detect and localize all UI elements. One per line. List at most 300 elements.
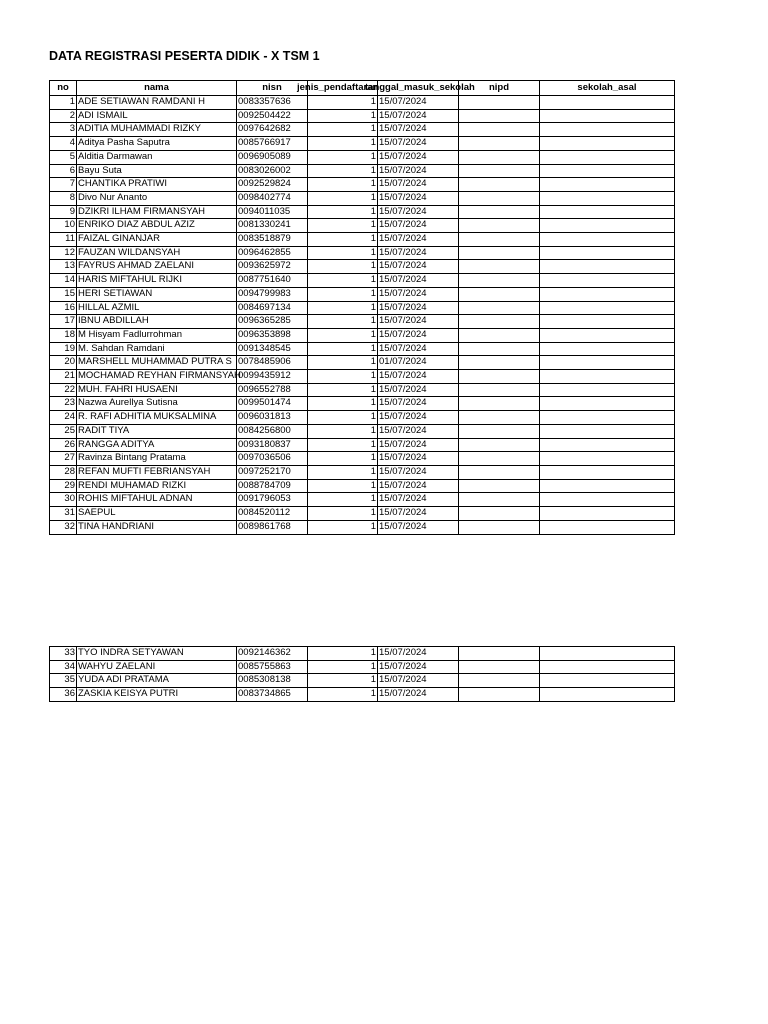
cell-nipd bbox=[459, 164, 540, 178]
table-row bbox=[50, 674, 675, 688]
table-body-continued bbox=[50, 647, 675, 702]
cell-no: 11 bbox=[50, 233, 77, 247]
cell-jenis-pendaftaran: 1 bbox=[308, 287, 378, 301]
cell-tanggal-masuk: 15/07/2024 bbox=[378, 328, 459, 342]
cell-no: 19 bbox=[50, 342, 77, 356]
cell-nisn: 0084697134 bbox=[237, 301, 308, 315]
cell-no: 20 bbox=[50, 356, 77, 370]
cell-no: 9 bbox=[50, 205, 77, 219]
table-row bbox=[50, 164, 675, 178]
header-no: no bbox=[50, 81, 77, 96]
cell-nama: HERI SETIAWAN bbox=[77, 287, 237, 301]
cell-nipd bbox=[459, 397, 540, 411]
table-row bbox=[50, 424, 675, 438]
cell-jenis-pendaftaran: 1 bbox=[308, 233, 378, 247]
table-row bbox=[50, 342, 675, 356]
table-row bbox=[50, 647, 675, 661]
cell-nama: RANGGA ADITYA bbox=[77, 438, 237, 452]
cell-nama: Nazwa Aurellya Sutisna bbox=[77, 397, 237, 411]
cell-no: 15 bbox=[50, 287, 77, 301]
cell-no: 24 bbox=[50, 411, 77, 425]
cell-sekolah-asal bbox=[540, 424, 675, 438]
cell-jenis-pendaftaran: 1 bbox=[308, 411, 378, 425]
registration-table bbox=[49, 80, 675, 535]
cell-sekolah-asal bbox=[540, 520, 675, 534]
cell-tanggal-masuk: 15/07/2024 bbox=[378, 520, 459, 534]
cell-nisn: 0085755863 bbox=[237, 660, 308, 674]
cell-jenis-pendaftaran: 1 bbox=[308, 479, 378, 493]
cell-tanggal-masuk: 15/07/2024 bbox=[378, 178, 459, 192]
cell-nisn: 0088784709 bbox=[237, 479, 308, 493]
cell-no: 1 bbox=[50, 96, 77, 110]
cell-no: 32 bbox=[50, 520, 77, 534]
cell-tanggal-masuk: 15/07/2024 bbox=[378, 438, 459, 452]
cell-no: 27 bbox=[50, 452, 77, 466]
cell-nipd bbox=[459, 137, 540, 151]
cell-nama: M Hisyam Fadlurrohman bbox=[77, 328, 237, 342]
cell-nipd bbox=[459, 123, 540, 137]
cell-sekolah-asal bbox=[540, 370, 675, 384]
table-row bbox=[50, 150, 675, 164]
cell-tanggal-masuk: 15/07/2024 bbox=[378, 205, 459, 219]
cell-nama: DZIKRI ILHAM FIRMANSYAH bbox=[77, 205, 237, 219]
cell-tanggal-masuk: 15/07/2024 bbox=[378, 452, 459, 466]
cell-tanggal-masuk: 15/07/2024 bbox=[378, 660, 459, 674]
cell-jenis-pendaftaran: 1 bbox=[308, 328, 378, 342]
cell-nama: TYO INDRA SETYAWAN bbox=[77, 647, 237, 661]
cell-nama: IBNU ABDILLAH bbox=[77, 315, 237, 329]
cell-jenis-pendaftaran: 1 bbox=[308, 178, 378, 192]
cell-sekolah-asal bbox=[540, 96, 675, 110]
cell-nipd bbox=[459, 191, 540, 205]
table-row bbox=[50, 356, 675, 370]
cell-nipd bbox=[459, 479, 540, 493]
cell-nisn: 0078485906 bbox=[237, 356, 308, 370]
cell-no: 30 bbox=[50, 493, 77, 507]
cell-no: 31 bbox=[50, 507, 77, 521]
cell-nama: ZASKIA KEISYA PUTRI bbox=[77, 688, 237, 702]
cell-no: 7 bbox=[50, 178, 77, 192]
header-tanggal-masuk-sekolah-text: tanggal_masuk_sekolah bbox=[365, 82, 475, 93]
cell-nama: RENDI MUHAMAD RIZKI bbox=[77, 479, 237, 493]
table-row bbox=[50, 383, 675, 397]
cell-sekolah-asal bbox=[540, 246, 675, 260]
cell-sekolah-asal bbox=[540, 507, 675, 521]
cell-sekolah-asal bbox=[540, 356, 675, 370]
cell-nama: MOCHAMAD REYHAN FIRMANSYAH bbox=[77, 370, 237, 384]
cell-nama: TINA HANDRIANI bbox=[77, 520, 237, 534]
cell-tanggal-masuk: 15/07/2024 bbox=[378, 315, 459, 329]
cell-nipd bbox=[459, 688, 540, 702]
cell-tanggal-masuk: 15/07/2024 bbox=[378, 493, 459, 507]
cell-tanggal-masuk: 15/07/2024 bbox=[378, 260, 459, 274]
cell-sekolah-asal bbox=[540, 493, 675, 507]
cell-sekolah-asal bbox=[540, 164, 675, 178]
cell-jenis-pendaftaran: 1 bbox=[308, 424, 378, 438]
cell-nisn: 0083357636 bbox=[237, 96, 308, 110]
cell-nipd bbox=[459, 219, 540, 233]
cell-nipd bbox=[459, 411, 540, 425]
cell-no: 3 bbox=[50, 123, 77, 137]
cell-nisn: 0096552788 bbox=[237, 383, 308, 397]
table-row bbox=[50, 315, 675, 329]
cell-nisn: 0092529824 bbox=[237, 178, 308, 192]
cell-sekolah-asal bbox=[540, 342, 675, 356]
cell-nipd bbox=[459, 246, 540, 260]
cell-sekolah-asal bbox=[540, 688, 675, 702]
cell-jenis-pendaftaran: 1 bbox=[308, 96, 378, 110]
cell-jenis-pendaftaran: 1 bbox=[308, 660, 378, 674]
cell-nama: YUDA ADI PRATAMA bbox=[77, 674, 237, 688]
cell-sekolah-asal bbox=[540, 660, 675, 674]
cell-nipd bbox=[459, 383, 540, 397]
cell-tanggal-masuk: 15/07/2024 bbox=[378, 301, 459, 315]
cell-nama: MUH. FAHRI HUSAENI bbox=[77, 383, 237, 397]
table-row bbox=[50, 328, 675, 342]
cell-sekolah-asal bbox=[540, 647, 675, 661]
cell-tanggal-masuk: 15/07/2024 bbox=[378, 424, 459, 438]
cell-no: 36 bbox=[50, 688, 77, 702]
cell-jenis-pendaftaran: 1 bbox=[308, 370, 378, 384]
cell-no: 25 bbox=[50, 424, 77, 438]
cell-no: 5 bbox=[50, 150, 77, 164]
cell-nisn: 0081330241 bbox=[237, 219, 308, 233]
cell-nipd bbox=[459, 342, 540, 356]
cell-nama: ADE SETIAWAN RAMDANI H bbox=[77, 96, 237, 110]
cell-jenis-pendaftaran: 1 bbox=[308, 688, 378, 702]
registration-table-continued bbox=[49, 646, 675, 702]
cell-no: 10 bbox=[50, 219, 77, 233]
table-row bbox=[50, 438, 675, 452]
cell-no: 35 bbox=[50, 674, 77, 688]
cell-no: 8 bbox=[50, 191, 77, 205]
cell-nama: Alditia Darmawan bbox=[77, 150, 237, 164]
cell-sekolah-asal bbox=[540, 123, 675, 137]
table-row bbox=[50, 397, 675, 411]
cell-jenis-pendaftaran: 1 bbox=[308, 164, 378, 178]
cell-no: 22 bbox=[50, 383, 77, 397]
cell-tanggal-masuk: 15/07/2024 bbox=[378, 342, 459, 356]
cell-nisn: 0096031813 bbox=[237, 411, 308, 425]
cell-nipd bbox=[459, 424, 540, 438]
cell-tanggal-masuk: 15/07/2024 bbox=[378, 109, 459, 123]
cell-nipd bbox=[459, 328, 540, 342]
cell-jenis-pendaftaran: 1 bbox=[308, 647, 378, 661]
cell-nipd bbox=[459, 315, 540, 329]
cell-jenis-pendaftaran: 1 bbox=[308, 452, 378, 466]
cell-sekolah-asal bbox=[540, 287, 675, 301]
cell-nisn: 0083734865 bbox=[237, 688, 308, 702]
cell-jenis-pendaftaran: 1 bbox=[308, 397, 378, 411]
cell-nama: HILLAL AZMIL bbox=[77, 301, 237, 315]
cell-tanggal-masuk: 15/07/2024 bbox=[378, 383, 459, 397]
cell-nama: FAUZAN WILDANSYAH bbox=[77, 246, 237, 260]
cell-nama: WAHYU ZAELANI bbox=[77, 660, 237, 674]
cell-tanggal-masuk: 15/07/2024 bbox=[378, 507, 459, 521]
cell-nama: Divo Nur Ananto bbox=[77, 191, 237, 205]
cell-no: 34 bbox=[50, 660, 77, 674]
cell-jenis-pendaftaran: 1 bbox=[308, 260, 378, 274]
cell-no: 23 bbox=[50, 397, 77, 411]
cell-nisn: 0097036506 bbox=[237, 452, 308, 466]
cell-tanggal-masuk: 15/07/2024 bbox=[378, 219, 459, 233]
cell-sekolah-asal bbox=[540, 109, 675, 123]
cell-nama: MARSHELL MUHAMMAD PUTRA S bbox=[77, 356, 237, 370]
cell-nama: FAYRUS AHMAD ZAELANI bbox=[77, 260, 237, 274]
cell-jenis-pendaftaran: 1 bbox=[308, 123, 378, 137]
cell-sekolah-asal bbox=[540, 479, 675, 493]
cell-nipd bbox=[459, 493, 540, 507]
cell-nisn: 0094799983 bbox=[237, 287, 308, 301]
cell-no: 16 bbox=[50, 301, 77, 315]
cell-tanggal-masuk: 15/07/2024 bbox=[378, 96, 459, 110]
cell-sekolah-asal bbox=[540, 328, 675, 342]
cell-nipd bbox=[459, 660, 540, 674]
table-row bbox=[50, 411, 675, 425]
table-row bbox=[50, 493, 675, 507]
cell-jenis-pendaftaran: 1 bbox=[308, 150, 378, 164]
table-row bbox=[50, 520, 675, 534]
cell-no: 14 bbox=[50, 274, 77, 288]
cell-sekolah-asal bbox=[540, 274, 675, 288]
cell-no: 2 bbox=[50, 109, 77, 123]
table-row bbox=[50, 205, 675, 219]
cell-nipd bbox=[459, 205, 540, 219]
cell-sekolah-asal bbox=[540, 150, 675, 164]
cell-sekolah-asal bbox=[540, 411, 675, 425]
cell-tanggal-masuk: 15/07/2024 bbox=[378, 191, 459, 205]
table-row bbox=[50, 301, 675, 315]
header-nipd: nipd bbox=[459, 81, 540, 96]
table-row bbox=[50, 452, 675, 466]
cell-tanggal-masuk: 15/07/2024 bbox=[378, 150, 459, 164]
cell-nisn: 0083026002 bbox=[237, 164, 308, 178]
table-row bbox=[50, 178, 675, 192]
table-row bbox=[50, 137, 675, 151]
cell-nipd bbox=[459, 438, 540, 452]
cell-no: 33 bbox=[50, 647, 77, 661]
cell-nama: M. Sahdan Ramdani bbox=[77, 342, 237, 356]
table-row bbox=[50, 370, 675, 384]
cell-nipd bbox=[459, 301, 540, 315]
cell-nama: ADI ISMAIL bbox=[77, 109, 237, 123]
cell-no: 6 bbox=[50, 164, 77, 178]
cell-nisn: 0085308138 bbox=[237, 674, 308, 688]
cell-nisn: 0089861768 bbox=[237, 520, 308, 534]
cell-sekolah-asal bbox=[540, 301, 675, 315]
header-jenis-pendaftaran-text: jenis_pendaftaran bbox=[297, 82, 379, 93]
cell-sekolah-asal bbox=[540, 465, 675, 479]
cell-nisn: 0084520112 bbox=[237, 507, 308, 521]
cell-tanggal-masuk: 15/07/2024 bbox=[378, 123, 459, 137]
table-row bbox=[50, 260, 675, 274]
cell-jenis-pendaftaran: 1 bbox=[308, 674, 378, 688]
cell-tanggal-masuk: 15/07/2024 bbox=[378, 411, 459, 425]
cell-jenis-pendaftaran: 1 bbox=[308, 438, 378, 452]
cell-jenis-pendaftaran: 1 bbox=[308, 301, 378, 315]
cell-tanggal-masuk: 15/07/2024 bbox=[378, 137, 459, 151]
cell-nisn: 0092146362 bbox=[237, 647, 308, 661]
cell-tanggal-masuk: 15/07/2024 bbox=[378, 647, 459, 661]
cell-nisn: 0096365285 bbox=[237, 315, 308, 329]
cell-nisn: 0091796053 bbox=[237, 493, 308, 507]
cell-nipd bbox=[459, 260, 540, 274]
cell-nama: HARIS MIFTAHUL RIJKI bbox=[77, 274, 237, 288]
cell-nama: Bayu Suta bbox=[77, 164, 237, 178]
cell-no: 29 bbox=[50, 479, 77, 493]
cell-nisn: 0084256800 bbox=[237, 424, 308, 438]
cell-jenis-pendaftaran: 1 bbox=[308, 507, 378, 521]
table-row bbox=[50, 465, 675, 479]
cell-jenis-pendaftaran: 1 bbox=[308, 356, 378, 370]
cell-tanggal-masuk: 15/07/2024 bbox=[378, 465, 459, 479]
cell-nipd bbox=[459, 520, 540, 534]
header-nama: nama bbox=[77, 81, 237, 96]
cell-jenis-pendaftaran: 1 bbox=[308, 137, 378, 151]
table-row bbox=[50, 123, 675, 137]
header-tanggal-masuk-sekolah bbox=[365, 81, 475, 96]
cell-sekolah-asal bbox=[540, 219, 675, 233]
cell-sekolah-asal bbox=[540, 452, 675, 466]
table-row bbox=[50, 233, 675, 247]
cell-nisn: 0094011035 bbox=[237, 205, 308, 219]
cell-nisn: 0087751640 bbox=[237, 274, 308, 288]
cell-nipd bbox=[459, 452, 540, 466]
cell-nisn: 0096462855 bbox=[237, 246, 308, 260]
cell-no: 17 bbox=[50, 315, 77, 329]
cell-tanggal-masuk: 15/07/2024 bbox=[378, 233, 459, 247]
cell-nisn: 0091348545 bbox=[237, 342, 308, 356]
cell-nama: ROHIS MIFTAHUL ADNAN bbox=[77, 493, 237, 507]
table-row bbox=[50, 479, 675, 493]
cell-tanggal-masuk: 15/07/2024 bbox=[378, 246, 459, 260]
table-row bbox=[50, 109, 675, 123]
cell-tanggal-masuk: 15/07/2024 bbox=[378, 674, 459, 688]
cell-jenis-pendaftaran: 1 bbox=[308, 342, 378, 356]
cell-nipd bbox=[459, 507, 540, 521]
cell-nama: REFAN MUFTI FEBRIANSYAH bbox=[77, 465, 237, 479]
cell-jenis-pendaftaran: 1 bbox=[308, 493, 378, 507]
cell-sekolah-asal bbox=[540, 438, 675, 452]
table-row bbox=[50, 191, 675, 205]
table-body bbox=[50, 96, 675, 535]
cell-sekolah-asal bbox=[540, 674, 675, 688]
cell-tanggal-masuk: 15/07/2024 bbox=[378, 479, 459, 493]
cell-sekolah-asal bbox=[540, 191, 675, 205]
page-title: DATA REGISTRASI PESERTA DIDIK - X TSM 1 bbox=[49, 49, 320, 63]
cell-nipd bbox=[459, 96, 540, 110]
cell-nipd bbox=[459, 370, 540, 384]
cell-jenis-pendaftaran: 1 bbox=[308, 246, 378, 260]
cell-sekolah-asal bbox=[540, 383, 675, 397]
cell-nisn: 0093625972 bbox=[237, 260, 308, 274]
cell-nama: CHANTIKA PRATIWI bbox=[77, 178, 237, 192]
cell-nama: ENRIKO DIAZ ABDUL AZIZ bbox=[77, 219, 237, 233]
cell-tanggal-masuk: 15/07/2024 bbox=[378, 688, 459, 702]
cell-jenis-pendaftaran: 1 bbox=[308, 191, 378, 205]
cell-nipd bbox=[459, 356, 540, 370]
cell-sekolah-asal bbox=[540, 137, 675, 151]
cell-no: 21 bbox=[50, 370, 77, 384]
cell-nama: SAEPUL bbox=[77, 507, 237, 521]
cell-no: 12 bbox=[50, 246, 77, 260]
cell-nama: RADIT TIYA bbox=[77, 424, 237, 438]
cell-no: 13 bbox=[50, 260, 77, 274]
cell-nipd bbox=[459, 465, 540, 479]
cell-tanggal-masuk: 01/07/2024 bbox=[378, 356, 459, 370]
cell-jenis-pendaftaran: 1 bbox=[308, 465, 378, 479]
cell-tanggal-masuk: 15/07/2024 bbox=[378, 370, 459, 384]
cell-jenis-pendaftaran: 1 bbox=[308, 219, 378, 233]
cell-tanggal-masuk: 15/07/2024 bbox=[378, 287, 459, 301]
table-row bbox=[50, 274, 675, 288]
cell-no: 18 bbox=[50, 328, 77, 342]
header-row bbox=[50, 81, 675, 96]
cell-nama: R. RAFI ADHITIA MUKSALMINA bbox=[77, 411, 237, 425]
table-row bbox=[50, 507, 675, 521]
table-row bbox=[50, 246, 675, 260]
cell-sekolah-asal bbox=[540, 397, 675, 411]
cell-nisn: 0083518879 bbox=[237, 233, 308, 247]
cell-sekolah-asal bbox=[540, 260, 675, 274]
cell-nisn: 0097252170 bbox=[237, 465, 308, 479]
cell-nisn: 0085766917 bbox=[237, 137, 308, 151]
cell-nipd bbox=[459, 109, 540, 123]
cell-nipd bbox=[459, 233, 540, 247]
cell-sekolah-asal bbox=[540, 315, 675, 329]
cell-nama: FAIZAL GINANJAR bbox=[77, 233, 237, 247]
table-row bbox=[50, 688, 675, 702]
table-row bbox=[50, 96, 675, 110]
cell-nisn: 0098402774 bbox=[237, 191, 308, 205]
cell-sekolah-asal bbox=[540, 205, 675, 219]
cell-nisn: 0097642682 bbox=[237, 123, 308, 137]
table-row bbox=[50, 219, 675, 233]
cell-jenis-pendaftaran: 1 bbox=[308, 383, 378, 397]
table-row bbox=[50, 660, 675, 674]
cell-nisn: 0099501474 bbox=[237, 397, 308, 411]
header-sekolah-asal: sekolah_asal bbox=[540, 81, 675, 96]
cell-nisn: 0093180837 bbox=[237, 438, 308, 452]
cell-nama: ADITIA MUHAMMADI RIZKY bbox=[77, 123, 237, 137]
cell-jenis-pendaftaran: 1 bbox=[308, 520, 378, 534]
cell-tanggal-masuk: 15/07/2024 bbox=[378, 397, 459, 411]
cell-nama: Ravinza Bintang Pratama bbox=[77, 452, 237, 466]
cell-jenis-pendaftaran: 1 bbox=[308, 109, 378, 123]
cell-no: 26 bbox=[50, 438, 77, 452]
cell-jenis-pendaftaran: 1 bbox=[308, 274, 378, 288]
cell-nipd bbox=[459, 150, 540, 164]
cell-sekolah-asal bbox=[540, 178, 675, 192]
cell-sekolah-asal bbox=[540, 233, 675, 247]
cell-nipd bbox=[459, 647, 540, 661]
header-nisn: nisn bbox=[237, 81, 308, 96]
cell-tanggal-masuk: 15/07/2024 bbox=[378, 274, 459, 288]
cell-nipd bbox=[459, 674, 540, 688]
cell-nisn: 0099435912 bbox=[237, 370, 308, 384]
cell-jenis-pendaftaran: 1 bbox=[308, 205, 378, 219]
cell-nipd bbox=[459, 287, 540, 301]
cell-nipd bbox=[459, 178, 540, 192]
cell-nipd bbox=[459, 274, 540, 288]
cell-nama: Aditya Pasha Saputra bbox=[77, 137, 237, 151]
cell-no: 4 bbox=[50, 137, 77, 151]
table-row bbox=[50, 287, 675, 301]
cell-no: 28 bbox=[50, 465, 77, 479]
cell-nisn: 0096905089 bbox=[237, 150, 308, 164]
cell-tanggal-masuk: 15/07/2024 bbox=[378, 164, 459, 178]
cell-nisn: 0096353898 bbox=[237, 328, 308, 342]
